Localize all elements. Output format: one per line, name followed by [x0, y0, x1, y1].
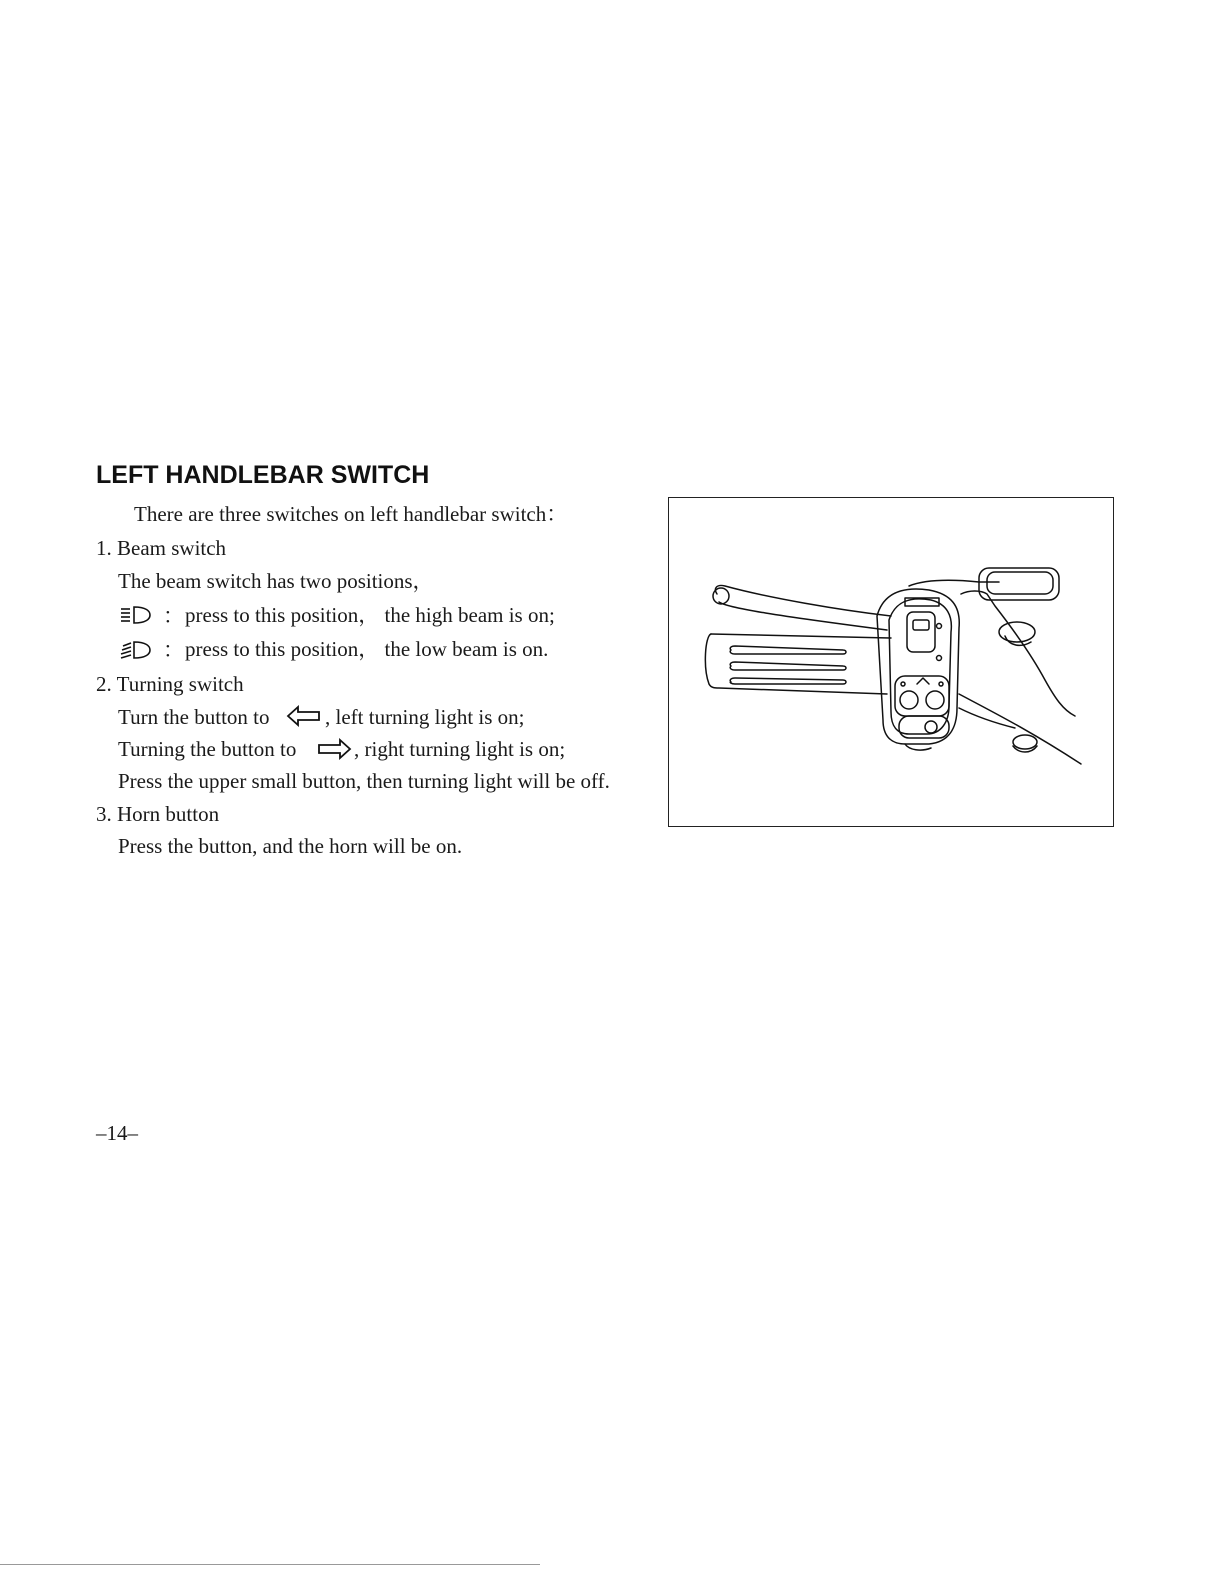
left-handlebar-switch-illustration — [669, 498, 1115, 828]
high-beam-colon: ： — [163, 604, 184, 628]
turn-left-prefix: Turn the button to — [118, 705, 270, 729]
low-beam-colon: ： — [163, 638, 184, 662]
page-number: –14– — [96, 1121, 138, 1145]
high-beam-icon — [120, 605, 152, 632]
intro-text: There are three switches on left handlebar switch： — [134, 502, 568, 526]
turn-off-text: Press the upper small button, then turning light will be off. — [118, 769, 610, 793]
low-beam-icon — [120, 640, 152, 667]
bottom-rule — [0, 1564, 540, 1565]
turning-switch-heading: 2. Turning switch — [96, 672, 244, 696]
page-title: LEFT HANDLEBAR SWITCH — [96, 461, 430, 489]
turn-left-suffix: , left turning light is on; — [325, 705, 525, 729]
low-beam-text: press to this position， the low beam is on. — [185, 637, 549, 661]
horn-button-description: Press the button, and the horn will be on. — [118, 834, 463, 858]
beam-switch-heading: 1. Beam switch — [96, 536, 227, 560]
beam-switch-description: The beam switch has two positions， — [118, 569, 434, 593]
right-arrow-icon — [316, 738, 352, 765]
handlebar-figure — [668, 497, 1114, 827]
left-arrow-icon — [286, 705, 322, 732]
turn-right-suffix: , right turning light is on; — [354, 737, 566, 761]
turn-right-prefix: Turning the button to — [118, 737, 297, 761]
high-beam-text: press to this position， the high beam is on; — [185, 603, 555, 627]
horn-button-heading: 3. Horn button — [96, 802, 220, 826]
